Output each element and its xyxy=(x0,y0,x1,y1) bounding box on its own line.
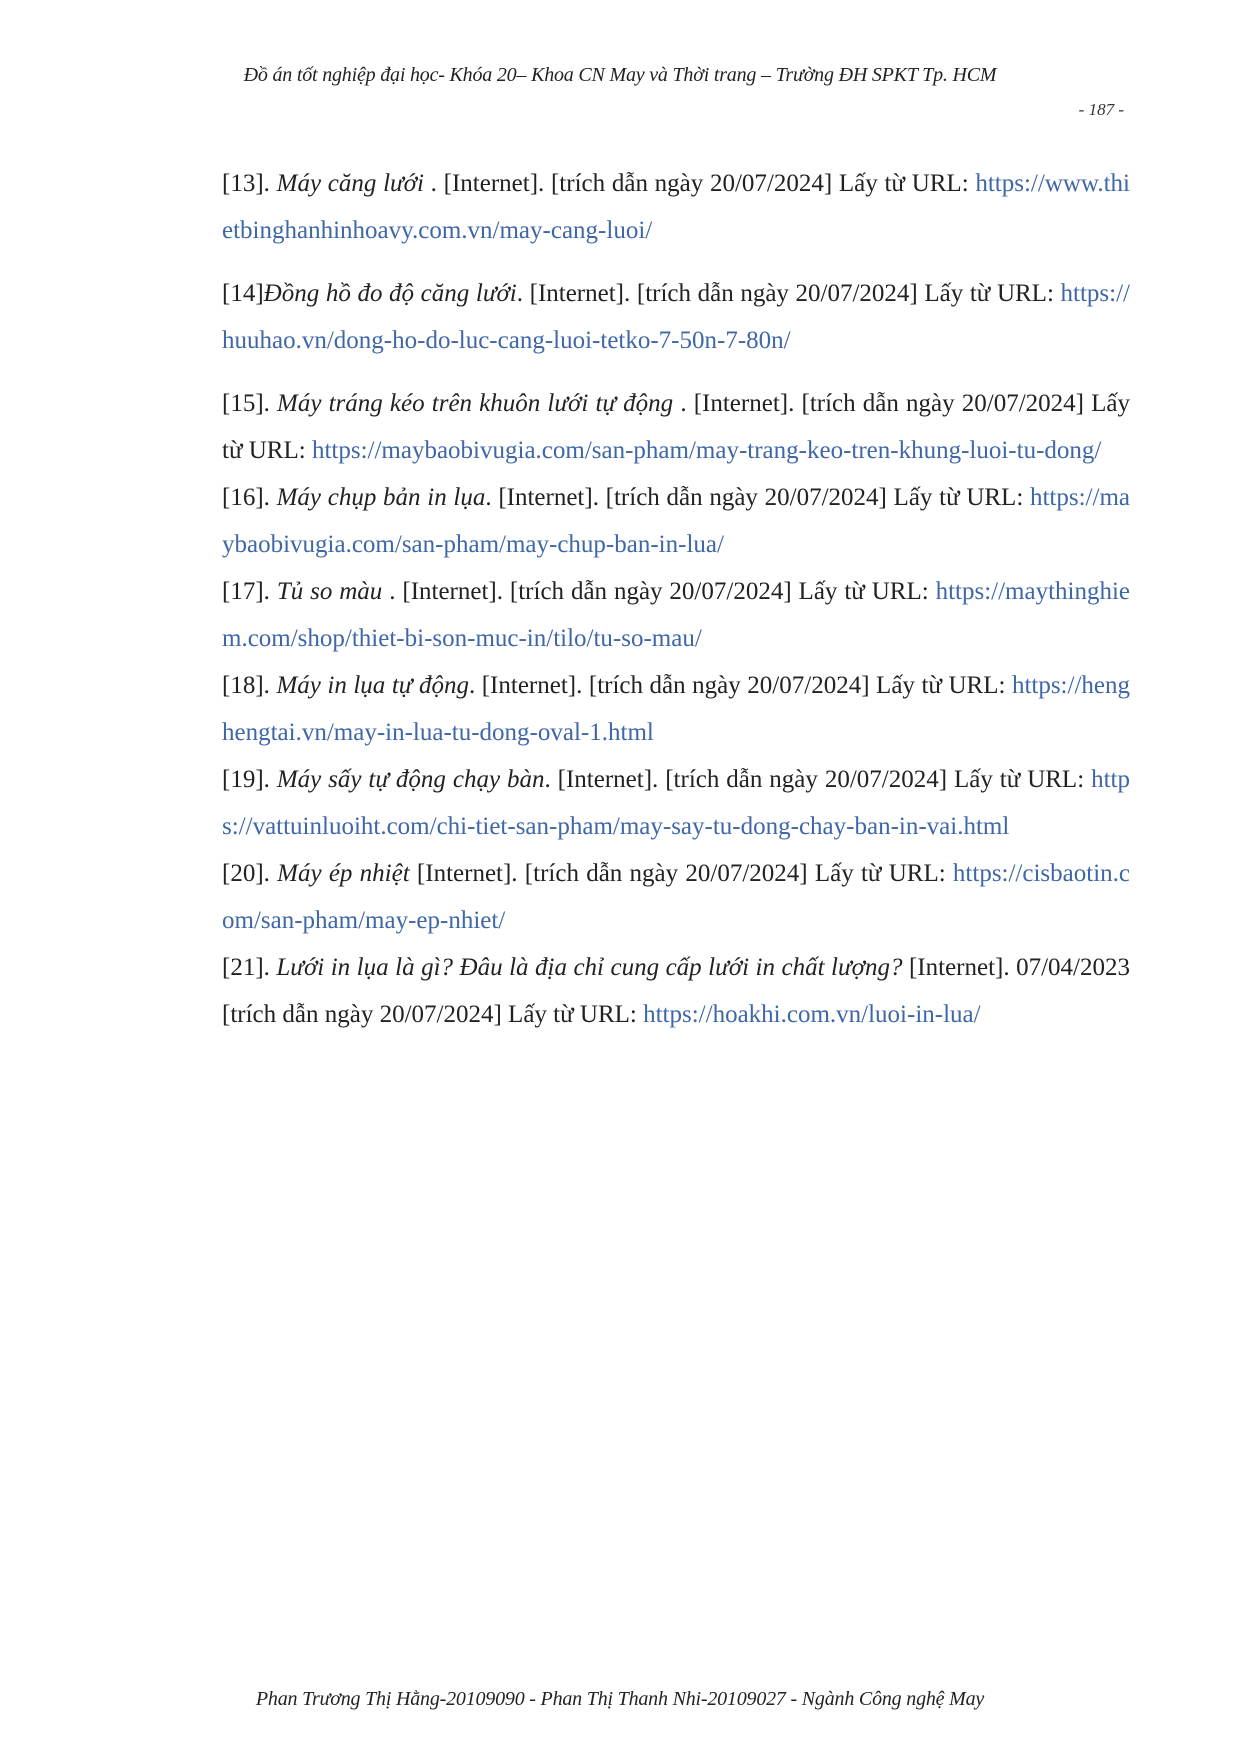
reference-number: [20]. xyxy=(222,860,278,887)
reference-url-link[interactable]: https://cisbaotin.com/san-pham/may-ep-nhiet/ xyxy=(222,860,1130,934)
reference-number: [14] xyxy=(222,280,264,307)
reference-details: . [Internet]. [trích dẫn ngày 20/07/2024] Lấy từ URL: xyxy=(222,390,1130,464)
reference-item xyxy=(222,568,1130,662)
reference-title: Tủ so màu xyxy=(276,578,383,605)
reference-item xyxy=(222,380,1130,474)
reference-url-link[interactable]: https://hoakhi.com.vn/luoi-in-lua/ xyxy=(643,1001,981,1028)
reference-title: Máy sấy tự động chạy bàn xyxy=(276,766,545,793)
reference-item xyxy=(222,270,1130,364)
reference-details: . [Internet]. [trích dẫn ngày 20/07/2024] Lấy từ URL: xyxy=(516,280,1061,307)
reference-details: [Internet]. 07/04/2023 [trích dẫn ngày 20/07/2024] Lấy từ URL: xyxy=(222,954,1130,1028)
reference-title: Máy tráng kéo trên khuôn lưới tự động xyxy=(277,390,674,417)
reference-item xyxy=(222,160,1130,254)
reference-item xyxy=(222,944,1130,1038)
reference-details: . [Internet]. [trích dẫn ngày 20/07/2024] Lấy từ URL: xyxy=(423,170,976,197)
reference-details: . [Internet]. [trích dẫn ngày 20/07/2024] Lấy từ URL: xyxy=(544,766,1092,793)
reference-url-link[interactable]: https://henghengtai.vn/may-in-lua-tu-dong-oval-1.html xyxy=(222,672,1130,746)
reference-title: Máy in lụa tự động xyxy=(276,672,469,699)
reference-item xyxy=(222,662,1130,756)
reference-number: [16]. xyxy=(222,484,277,511)
reference-item xyxy=(222,850,1130,944)
reference-title: Máy căng lưới xyxy=(276,170,424,197)
reference-number: [13]. xyxy=(222,170,277,197)
reference-title: Đồng hồ đo độ căng lưới xyxy=(263,280,517,307)
page-footer: Phan Trương Thị Hằng-20109090 - Phan Thị Thanh Nhi-20109027 - Ngành Công nghệ May xyxy=(255,1688,985,1710)
reference-url-link[interactable]: https://huuhao.vn/dong-ho-do-luc-cang-luoi-tetko-7-50n-7-80n/ xyxy=(222,280,1130,354)
reference-number: [17]. xyxy=(222,578,277,605)
reference-details: . [Internet]. [trích dẫn ngày 20/07/2024] Lấy từ URL: xyxy=(382,578,936,605)
reference-number: [21]. xyxy=(222,954,277,981)
reference-number: [19]. xyxy=(222,766,277,793)
reference-title: Máy chụp bản in lụa xyxy=(276,484,486,511)
reference-title: Lưới in lụa là gì? Đâu là địa chỉ cung cấp lưới in chất lượng? xyxy=(276,954,903,981)
reference-details: . [Internet]. [trích dẫn ngày 20/07/2024] Lấy từ URL: xyxy=(468,672,1012,699)
reference-details: [Internet]. [trích dẫn ngày 20/07/2024] Lấy từ URL: xyxy=(409,860,953,887)
reference-number: [15]. xyxy=(222,390,278,417)
page-number: - 187 - xyxy=(1078,100,1124,119)
reference-title: Máy ép nhiệt xyxy=(277,860,410,887)
reference-url-link[interactable]: https://vattuinluoiht.com/chi-tiet-san-pham/may-say-tu-dong-chay-ban-in-vai.html xyxy=(222,766,1130,840)
reference-url-link[interactable]: https://www.thietbinghanhinhoavy.com.vn/may-cang-luoi/ xyxy=(222,170,1130,244)
reference-item xyxy=(222,756,1130,850)
reference-url-link[interactable]: https://maybaobivugia.com/san-pham/may-trang-keo-tren-khung-luoi-tu-dong/ xyxy=(311,437,1102,464)
reference-details: . [Internet]. [trích dẫn ngày 20/07/2024] Lấy từ URL: xyxy=(485,484,1030,511)
reference-url-link[interactable]: https://maythinghiem.com/shop/thiet-bi-son-muc-in/tilo/tu-so-mau/ xyxy=(222,578,1131,652)
reference-item xyxy=(222,474,1130,568)
reference-number: [18]. xyxy=(222,672,277,699)
reference-url-link[interactable]: https://maybaobivugia.com/san-pham/may-chup-ban-in-lua/ xyxy=(222,484,1130,558)
reference-list xyxy=(222,160,1130,1038)
running-header: Đồ án tốt nghiệp đại học- Khóa 20– Khoa CN May và Thời trang – Trường ĐH SPKT Tp. HCM xyxy=(243,64,997,86)
